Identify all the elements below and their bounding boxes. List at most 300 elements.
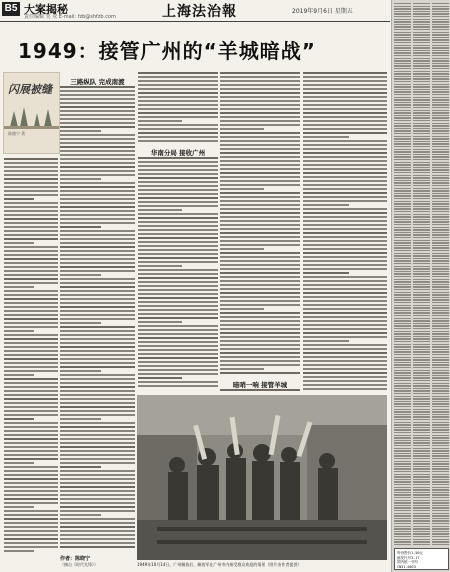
text-line [432,151,449,152]
text-line [394,338,411,339]
text-line [60,530,135,532]
text-line [303,356,387,358]
text-line [394,208,411,209]
text-line [60,430,135,432]
text-line [220,240,300,242]
text-line [432,487,449,488]
text-line [432,323,449,324]
text-line [303,352,387,354]
text-line [394,250,411,251]
text-line [394,42,411,43]
text-line [394,47,411,48]
text-line [303,344,387,346]
text-line [432,149,449,150]
text-line [413,164,430,165]
text-line [432,325,449,326]
text-line [432,65,449,66]
text-line [413,237,430,238]
text-line [4,194,58,196]
text-line [60,94,135,96]
text-line [432,115,449,116]
text-line [413,240,430,241]
text-line [60,394,135,396]
text-line [394,307,411,308]
text-line [432,533,449,534]
text-line [394,422,411,423]
text-line [4,286,34,288]
text-line [413,112,430,113]
text-line [60,510,135,512]
text-line [220,244,300,246]
text-line [413,468,430,469]
text-line [4,290,58,292]
text-line [394,375,411,376]
text-line [4,226,58,228]
text-line [413,518,430,519]
text-line [394,476,411,477]
text-line [432,128,449,129]
text-line [413,455,430,456]
text-line [432,78,449,79]
text-line [220,196,300,198]
text-line [413,169,430,170]
text-line [303,180,387,182]
text-line [220,312,300,314]
text-line [60,382,135,384]
text-line [138,341,218,343]
text-line [394,8,411,9]
text-line [303,112,387,114]
text-line [394,193,411,194]
text-line [413,81,430,82]
text-line [4,542,58,544]
text-line [60,542,135,544]
book-title: 闪展被缝 [8,83,52,96]
text-line [413,123,430,124]
text-line [4,398,58,400]
text-line [432,502,449,503]
text-line [394,78,411,79]
text-line [432,484,449,485]
text-line [138,345,218,347]
text-line [138,108,218,110]
text-line [432,492,449,493]
text-line [4,422,58,424]
text-line [394,271,411,272]
text-line [4,478,58,480]
text-line [4,294,58,296]
text-line [60,450,135,452]
text-line [413,510,430,511]
text-line [220,164,300,166]
text-line [413,494,430,495]
text-line [303,100,387,102]
text-line [413,492,430,493]
text-line [60,482,135,484]
text-line [413,502,430,503]
text-line [413,177,430,178]
text-line [220,144,300,146]
text-line [220,372,300,374]
text-line [394,273,411,274]
text-line [432,185,449,186]
text-line [4,450,58,452]
text-line [4,254,58,256]
text-line [394,123,411,124]
text-line [413,13,430,14]
text-line [432,344,449,345]
text-line [394,487,411,488]
text-line [394,104,411,105]
text-line [413,463,430,464]
text-line [138,305,218,307]
text-line [220,128,264,130]
text-line [394,224,411,225]
text-line [303,300,387,302]
text-line [394,128,411,129]
text-line [394,71,411,72]
text-line [4,382,58,384]
text-line [413,344,430,345]
text-line [220,280,300,282]
text-line [394,3,411,4]
text-line [303,184,387,186]
text-line [60,190,135,192]
text-line [303,92,387,94]
text-line [138,241,218,243]
text-line [394,221,411,222]
text-line [432,432,449,433]
text-column [138,72,218,144]
text-line [303,328,387,330]
text-line [432,250,449,251]
text-line [394,390,411,391]
text-line [432,346,449,347]
text-line [394,175,411,176]
text-line [432,214,449,215]
text-line [220,368,264,370]
text-line [413,299,430,300]
text-line [413,172,430,173]
text-line [432,29,449,30]
text-line [413,19,430,20]
text-line [432,448,449,449]
text-line [303,288,387,290]
text-line [394,533,411,534]
text-line [413,214,430,215]
text-line [413,310,430,311]
text-line [413,29,430,30]
text-line [303,220,387,222]
text-line [432,520,449,521]
text-line [413,505,430,506]
text-line [432,357,449,358]
text-line [394,510,411,511]
text-line [413,89,430,90]
text-line [60,194,135,196]
text-line [60,442,135,444]
text-line [394,461,411,462]
text-line [432,367,449,368]
text-line [413,315,430,316]
text-line [432,302,449,303]
text-line [432,440,449,441]
text-line [432,237,449,238]
text-line [394,325,411,326]
text-line [220,152,300,154]
text-line [394,120,411,121]
text-line [220,336,300,338]
text-line [432,372,449,373]
text-line [432,193,449,194]
text-line [60,122,135,124]
text-line [4,366,58,368]
text-line [432,136,449,137]
text-line [413,55,430,56]
text-column [4,158,58,553]
text-line [432,494,449,495]
text-line [4,434,58,436]
text-line [4,358,58,360]
text-line [394,55,411,56]
text-line [394,16,411,17]
text-line [394,266,411,267]
text-line [303,256,387,258]
text-line [432,286,449,287]
text-line [60,390,135,392]
text-line [432,52,449,53]
text-line [394,195,411,196]
text-line [413,401,430,402]
text-line [432,310,449,311]
text-line [60,262,135,264]
text-line [4,242,34,244]
text-line [303,116,387,118]
text-line [394,206,411,207]
text-line [303,192,387,194]
text-line [60,438,135,440]
text-line [394,341,411,342]
text-line [60,114,135,116]
text-line [394,154,411,155]
text-line [138,357,218,359]
text-line [220,124,300,126]
text-line [394,84,411,85]
text-line [432,182,449,183]
text-line [4,262,58,264]
text-line [432,362,449,363]
text-line [394,245,411,246]
text-line [220,112,300,114]
text-line [413,333,430,334]
text-line [432,377,449,378]
text-line [413,195,430,196]
text-line [394,484,411,485]
text-line [220,136,300,138]
text-line [4,390,58,392]
text-line [303,204,349,206]
text-line [394,190,411,191]
text-line [432,370,449,371]
text-line [394,305,411,306]
text-line [413,151,430,152]
text-line [432,385,449,386]
text-line [432,224,449,225]
text-line [432,284,449,285]
text-line [432,68,449,69]
text-line [394,411,411,412]
text-line [413,8,430,9]
text-line [432,34,449,35]
text-line [413,528,430,529]
text-line [4,394,58,396]
text-line [432,123,449,124]
text-line [413,364,430,365]
text-line [413,128,430,129]
text-line [394,164,411,165]
text-line [394,458,411,459]
text-line [432,536,449,537]
text-line [4,446,58,448]
text-line [138,128,218,130]
text-line [413,3,430,4]
text-line [394,89,411,90]
text-line [432,263,449,264]
text-line [413,507,430,508]
text-line [303,224,387,226]
text-line [394,255,411,256]
text-line [413,65,430,66]
text-line [4,346,58,348]
text-line [413,536,430,537]
text-line [394,320,411,321]
text-line [413,115,430,116]
text-line [303,384,387,386]
text-line [432,507,449,508]
text-line [220,344,300,346]
text-line [413,370,430,371]
text-line [60,322,101,324]
text-line [138,213,218,215]
text-line [394,429,411,430]
text-line [220,389,300,391]
text-line [432,333,449,334]
text-line [413,63,430,64]
text-line [220,104,300,106]
text-line [432,190,449,191]
text-line [60,426,135,428]
text-line [432,349,449,350]
text-line [413,429,430,430]
text-line [413,58,430,59]
text-line [394,388,411,389]
text-line [413,453,430,454]
text-line [432,211,449,212]
text-line [413,305,430,306]
text-line [413,284,430,285]
text-line [394,6,411,7]
text-line [413,484,430,485]
text-line [432,375,449,376]
text-line [220,84,300,86]
text-line [303,296,387,298]
text-line [413,182,430,183]
text-line [432,164,449,165]
text-line [4,350,58,352]
text-line [60,374,135,376]
text-line [432,58,449,59]
text-line [60,126,135,128]
text-line [413,219,430,220]
text-line [413,258,430,259]
text-line [220,212,300,214]
text-line [394,541,411,542]
text-line [413,206,430,207]
text-line [60,278,135,280]
text-line [303,104,387,106]
text-line [220,332,300,334]
text-line [220,320,300,322]
text-line [220,204,300,206]
text-line [432,351,449,352]
text-line [4,466,58,468]
text-line [4,526,58,528]
text-line [413,398,430,399]
text-line [413,68,430,69]
text-line [220,100,300,102]
text-line [432,273,449,274]
text-line [60,266,135,268]
text-line [4,490,58,492]
text-line [138,369,218,371]
text-line [413,461,430,462]
text-line [4,270,58,272]
text-line [4,374,34,376]
text-line [60,370,101,372]
text-line [432,541,449,542]
text-line [432,47,449,48]
text-line [303,292,387,294]
text-line [138,237,218,239]
text-line [432,91,449,92]
text-line [432,258,449,259]
text-line [394,188,411,189]
text-line [394,286,411,287]
text-line [413,526,430,527]
text-line [394,494,411,495]
text-line [394,146,411,147]
text-line [138,96,218,98]
text-line [220,224,300,226]
text-line [394,136,411,137]
text-line [4,462,34,464]
text-line [432,544,449,545]
text-line [220,256,300,258]
text-line [413,307,430,308]
text-line [4,206,58,208]
text-line [432,26,449,27]
text-line [4,282,58,284]
text-line [432,245,449,246]
text-line [394,367,411,368]
text-line [60,486,135,488]
text-line [432,271,449,272]
text-line [394,141,411,142]
text-line [432,71,449,72]
text-line [413,406,430,407]
text-line [432,175,449,176]
text-line [60,302,135,304]
